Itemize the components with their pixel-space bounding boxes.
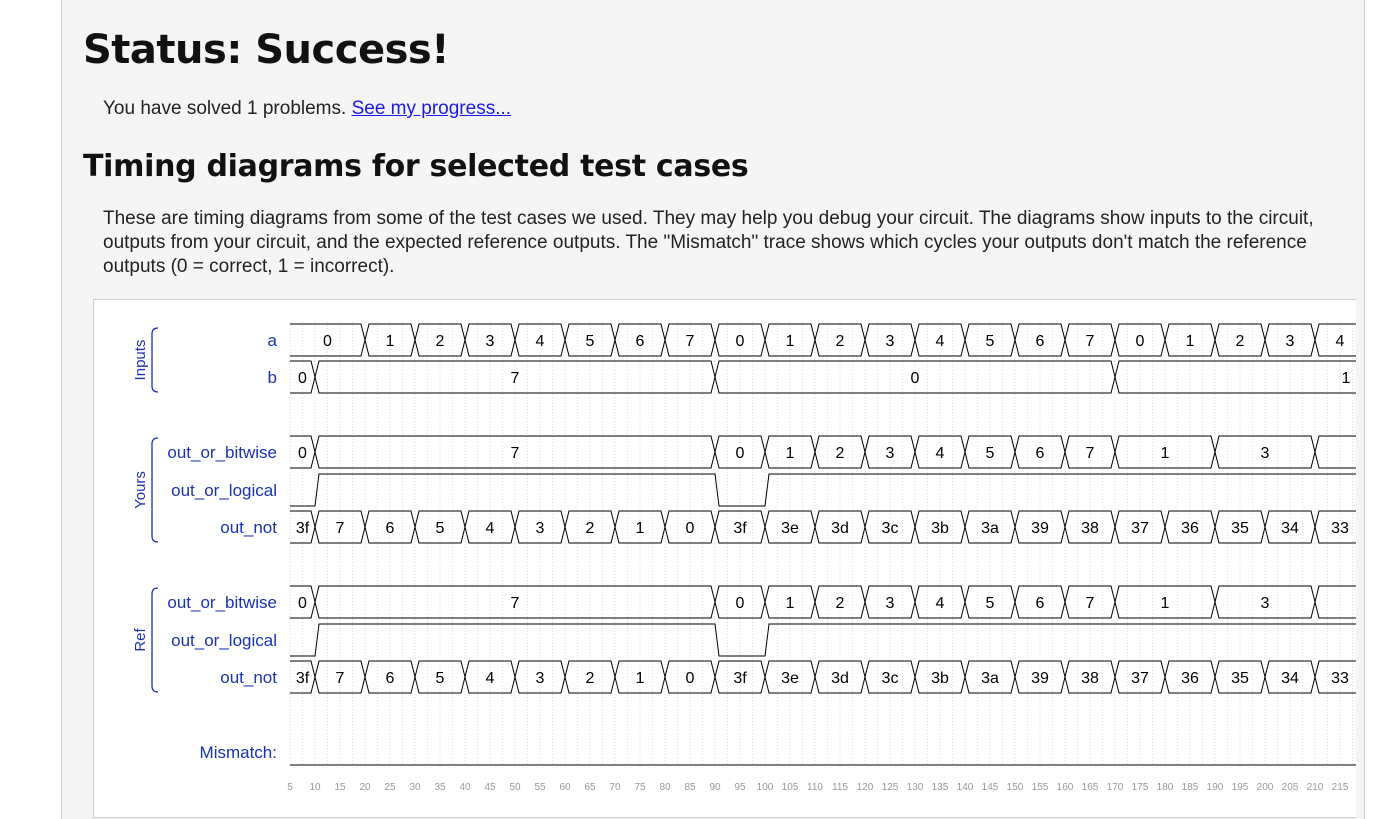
wave-value-label: 7 xyxy=(1085,595,1095,612)
time-tick-label: 110 xyxy=(807,782,823,793)
wave-value-label: 6 xyxy=(1035,445,1045,462)
time-tick-label: 140 xyxy=(956,782,974,793)
time-tick-label: 160 xyxy=(1056,782,1074,793)
wave-value-label: 37 xyxy=(1131,520,1149,537)
wave-value-label: 3d xyxy=(831,670,849,687)
signal-label-out-not: out_not xyxy=(220,668,277,687)
group-brace xyxy=(152,588,158,692)
solved-line xyxy=(103,98,511,120)
description: These are timing diagrams from some of the test cases we used. They may help you debug your circuit. The diagrams show inputs to the circuit, outputs from your circuit, and the expected reference outputs. The "Mismatch" trace shows which cycles your outputs don't match the reference outputs (0 = correct, 1 = incorrect). xyxy=(103,208,1314,277)
wave-value-label: 3f xyxy=(733,520,747,537)
wave-value-label: 0 xyxy=(323,333,332,350)
wave-value-label: 0 xyxy=(298,370,307,387)
wave-value-label: 7 xyxy=(1085,333,1095,350)
wave-value-label: 1 xyxy=(1160,445,1170,462)
wave-segment xyxy=(1115,361,1356,393)
wave-value-label: 3c xyxy=(881,520,899,537)
wave-value-label: 34 xyxy=(1281,520,1299,537)
wave-value-label: 3d xyxy=(831,520,849,537)
wave-segment xyxy=(1315,436,1356,468)
wave-value-label: 5 xyxy=(985,333,995,350)
time-tick-label: 20 xyxy=(359,782,371,793)
wave-value-label: 2 xyxy=(835,445,845,462)
time-tick-label: 175 xyxy=(1131,782,1149,793)
wave-value-label: 2 xyxy=(585,520,595,537)
wave-value-label: 3f xyxy=(733,670,747,687)
wave-value-label: 3 xyxy=(885,445,895,462)
wave-value-label: 6 xyxy=(635,333,645,350)
time-tick-label: 105 xyxy=(781,782,799,793)
wave-value-label: 0 xyxy=(685,520,695,537)
wave-value-label: 2 xyxy=(585,670,595,687)
wave-value-label: 6 xyxy=(1035,595,1045,612)
time-tick-label: 155 xyxy=(1031,782,1049,793)
wave-value-label: 3b xyxy=(931,520,949,537)
timing-diagram xyxy=(93,299,1356,818)
signal-label-a: a xyxy=(267,331,277,350)
wave-value-label: 4 xyxy=(485,670,495,687)
time-tick-label: 80 xyxy=(659,782,671,793)
wave-value-label: 1 xyxy=(785,333,795,350)
wave-value-label: 7 xyxy=(685,333,695,350)
wave-value-label: 4 xyxy=(935,595,945,612)
time-tick-label: 15 xyxy=(334,782,346,793)
time-tick-label: 65 xyxy=(584,782,596,793)
time-tick-label: 190 xyxy=(1206,782,1224,793)
time-tick-label: 210 xyxy=(1306,782,1324,793)
wave-value-label: 3a xyxy=(981,520,999,537)
wave-value-label: 5 xyxy=(435,520,445,537)
time-tick-label: 120 xyxy=(856,782,874,793)
wave-value-label: 0 xyxy=(298,445,307,462)
wave-value-label: 1 xyxy=(1341,370,1351,387)
time-tick-label: 170 xyxy=(1106,782,1124,793)
time-tick-label: 35 xyxy=(434,782,446,793)
time-tick-label: 95 xyxy=(734,782,746,793)
wave-value-label: 6 xyxy=(1035,333,1045,350)
wave-value-label: 2 xyxy=(435,333,445,350)
time-tick-label: 150 xyxy=(1006,782,1024,793)
group-label: Yours xyxy=(132,471,149,509)
wave-value-label: 7 xyxy=(335,670,345,687)
time-tick-label: 125 xyxy=(881,782,899,793)
time-tick-label: 130 xyxy=(906,782,924,793)
status-title: Status: Success! xyxy=(83,27,449,73)
wave-value-label: 2 xyxy=(835,595,845,612)
wave-value-label: 35 xyxy=(1231,520,1249,537)
wave-value-label: 6 xyxy=(385,520,395,537)
wave-value-label: 4 xyxy=(1335,333,1345,350)
wave-value-label: 3e xyxy=(781,670,799,687)
wave-value-label: 7 xyxy=(510,445,520,462)
time-tick-label: 195 xyxy=(1231,782,1249,793)
progress-link[interactable]: See my progress... xyxy=(351,98,512,119)
wave-value-label: 1 xyxy=(1185,333,1195,350)
wave-value-label: 39 xyxy=(1031,520,1049,537)
wave-value-label: 1 xyxy=(385,333,395,350)
solved-text: You have solved 1 problems. xyxy=(103,98,347,119)
signal-label-out-not: out_not xyxy=(220,518,277,537)
time-tick-label: 10 xyxy=(309,782,321,793)
wave-value-label: 0 xyxy=(735,595,745,612)
signal-label-b: b xyxy=(267,368,277,387)
wave-value-label: 5 xyxy=(985,595,995,612)
main-panel xyxy=(61,0,1365,819)
wave-value-label: 2 xyxy=(1235,333,1245,350)
wave-value-label: 3 xyxy=(1285,333,1295,350)
wave-value-label: 3 xyxy=(885,333,895,350)
wave-value-label: 1 xyxy=(635,520,645,537)
time-tick-label: 145 xyxy=(981,782,999,793)
wave-value-label: 3f xyxy=(295,520,310,537)
timing-diagram-svg xyxy=(94,300,1356,817)
wave-value-label: 0 xyxy=(735,333,745,350)
time-tick-label: 200 xyxy=(1256,782,1274,793)
wave-value-label: 3e xyxy=(781,520,799,537)
wave-segment xyxy=(1315,586,1356,618)
time-tick-label: 185 xyxy=(1181,782,1199,793)
time-tick-label: 85 xyxy=(684,782,696,793)
time-tick-label: 55 xyxy=(534,782,546,793)
wave-value-label: 3 xyxy=(1260,595,1270,612)
group-brace xyxy=(152,328,158,392)
wave-value-label: 0 xyxy=(298,595,307,612)
time-tick-label: 215 xyxy=(1331,782,1349,793)
wave-value-label: 39 xyxy=(1031,670,1049,687)
wave-value-label: 7 xyxy=(335,520,345,537)
timing-title: Timing diagrams for selected test cases xyxy=(83,149,749,184)
time-tick-label: 205 xyxy=(1281,782,1299,793)
wave-value-label: 36 xyxy=(1181,520,1199,537)
wave-value-label: 36 xyxy=(1181,670,1199,687)
wave-binary xyxy=(290,624,1356,656)
time-tick-label: 165 xyxy=(1081,782,1099,793)
wave-value-label: 35 xyxy=(1231,670,1249,687)
time-tick-label: 25 xyxy=(384,782,396,793)
wave-value-label: 6 xyxy=(385,670,395,687)
time-tick-label: 30 xyxy=(409,782,421,793)
wave-value-label: 7 xyxy=(1085,445,1095,462)
wave-value-label: 4 xyxy=(535,333,545,350)
signal-label-out-or-bitwise: out_or_bitwise xyxy=(167,593,277,612)
wave-value-label: 5 xyxy=(985,445,995,462)
time-tick-label: 135 xyxy=(931,782,949,793)
wave-value-label: 3b xyxy=(931,670,949,687)
wave-value-label: 0 xyxy=(735,445,745,462)
wave-value-label: 3 xyxy=(1260,445,1270,462)
group-brace xyxy=(152,438,158,542)
wave-value-label: 3 xyxy=(535,670,545,687)
wave-value-label: 4 xyxy=(485,520,495,537)
wave-value-label: 38 xyxy=(1081,520,1099,537)
time-tick-label: 100 xyxy=(756,782,774,793)
group-label: Inputs xyxy=(132,339,149,381)
wave-value-label: 3 xyxy=(485,333,495,350)
wave-value-label: 3f xyxy=(295,670,310,687)
wave-value-label: 0 xyxy=(910,370,920,387)
wave-value-label: 1 xyxy=(1160,595,1170,612)
time-tick-label: 90 xyxy=(709,782,721,793)
signal-label-out-or-logical: out_or_logical xyxy=(171,481,277,500)
wave-value-label: 34 xyxy=(1281,670,1299,687)
wave-value-label: 0 xyxy=(1135,333,1145,350)
time-tick-label: 115 xyxy=(832,782,848,793)
wave-value-label: 4 xyxy=(935,445,945,462)
wave-value-label: 1 xyxy=(635,670,645,687)
wave-value-label: 1 xyxy=(785,445,795,462)
wave-value-label: 4 xyxy=(935,333,945,350)
wave-value-label: 38 xyxy=(1081,670,1099,687)
wave-value-label: 7 xyxy=(510,370,520,387)
group-label: Ref xyxy=(132,628,149,652)
time-tick-label: 75 xyxy=(634,782,646,793)
wave-value-label: 1 xyxy=(785,595,795,612)
mismatch-label: Mismatch: xyxy=(199,743,277,762)
signal-label-out-or-bitwise: out_or_bitwise xyxy=(167,443,277,462)
time-tick-label: 60 xyxy=(559,782,571,793)
wave-value-label: 33 xyxy=(1331,520,1349,537)
signal-label-out-or-logical: out_or_logical xyxy=(171,631,277,650)
wave-value-label: 0 xyxy=(685,670,695,687)
wave-value-label: 5 xyxy=(585,333,595,350)
time-tick-label: 40 xyxy=(459,782,471,793)
wave-value-label: 3 xyxy=(885,595,895,612)
time-tick-label: 180 xyxy=(1156,782,1174,793)
wave-value-label: 2 xyxy=(835,333,845,350)
wave-value-label: 37 xyxy=(1131,670,1149,687)
wave-binary xyxy=(290,474,1356,506)
wave-value-label: 3 xyxy=(535,520,545,537)
time-tick-label: 5 xyxy=(287,782,293,793)
wave-value-label: 5 xyxy=(435,670,445,687)
wave-value-label: 33 xyxy=(1331,670,1349,687)
time-tick-label: 50 xyxy=(509,782,521,793)
wave-value-label: 3c xyxy=(881,670,899,687)
wave-value-label: 3a xyxy=(981,670,999,687)
time-tick-label: 45 xyxy=(484,782,496,793)
wave-value-label: 7 xyxy=(510,595,520,612)
time-tick-label: 70 xyxy=(609,782,621,793)
